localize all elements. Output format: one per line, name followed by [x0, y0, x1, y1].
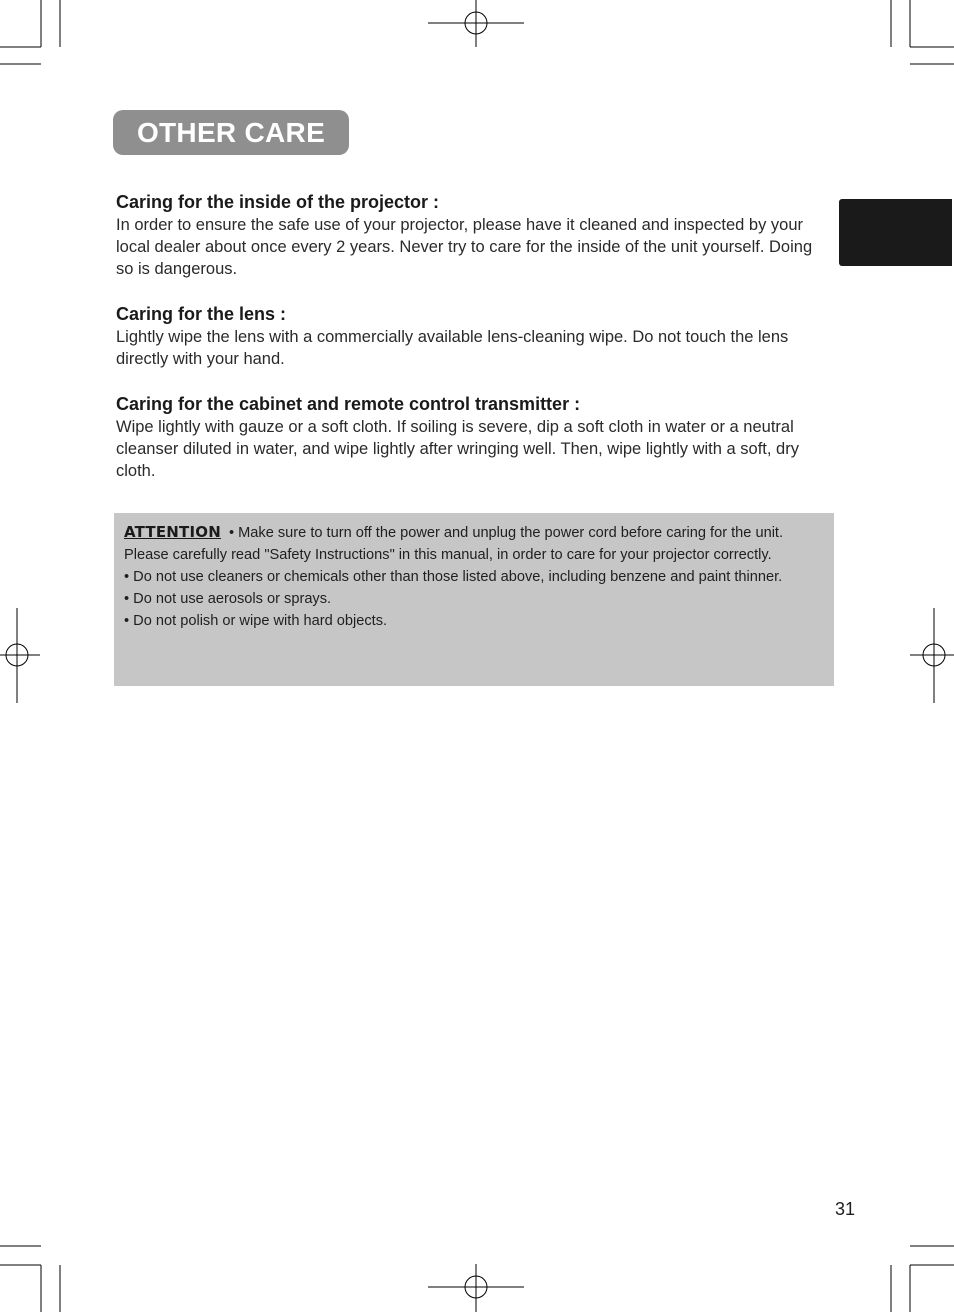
attention-item: • Do not use aerosols or sprays.: [124, 591, 332, 607]
page-title-banner: [113, 110, 349, 155]
section-heading: Caring for the lens :: [116, 304, 287, 324]
section-inside-projector: [116, 190, 834, 280]
section-body: Lightly wipe the lens with a commercially available lens-cleaning wipe. Do not touch the lens directly with your hand.: [116, 328, 789, 368]
care-instructions: [116, 190, 834, 504]
section-heading: Caring for the cabinet and remote control transmitter :: [116, 394, 581, 414]
section-cabinet-remote: [116, 392, 834, 482]
registration-mark-right: [910, 608, 954, 703]
crop-mark-top-right: [891, 0, 954, 64]
section-body: Wipe lightly with gauze or a soft cloth. If soiling is severe, dip a soft cloth in water or a neutral cleanser diluted in water, and wipe lightly after wringing well. Then, wipe lightly with a soft, dry cloth.: [116, 418, 799, 480]
attention-item: • Do not use cleaners or chemicals other than those listed above, including benzene and paint thinner.: [124, 569, 783, 585]
page-title: OTHER CARE: [136, 116, 326, 148]
section-heading: Caring for the inside of the projector :: [116, 192, 440, 212]
crop-mark-bottom-left: [0, 1246, 60, 1312]
attention-intro: • Make sure to turn off the power and unplug the power cord before caring for the unit. Please carefully read "Safety Instructions" in this manual, in order to care for your projector correctly.: [124, 525, 784, 563]
registration-mark-bottom: [428, 1264, 524, 1312]
crop-mark-top-left: [0, 0, 60, 64]
crop-mark-bottom-right: [891, 1246, 954, 1312]
page-number: 31: [835, 1199, 856, 1219]
registration-mark-left: [0, 608, 40, 703]
section-body: In order to ensure the safe use of your projector, please have it cleaned and inspected by your local dealer about once every 2 years. Never try to care for the inside of the unit yourself. Doing so is dangerous.: [116, 216, 813, 278]
registration-mark-top: [428, 0, 524, 47]
section-lens: [116, 302, 834, 370]
attention-box: [114, 513, 834, 686]
section-thumb-tab: [839, 199, 952, 266]
attention-intro-paragraph: [124, 521, 824, 566]
attention-label: ATTENTION: [124, 523, 221, 541]
attention-item: • Do not polish or wipe with hard objects.: [124, 613, 388, 629]
